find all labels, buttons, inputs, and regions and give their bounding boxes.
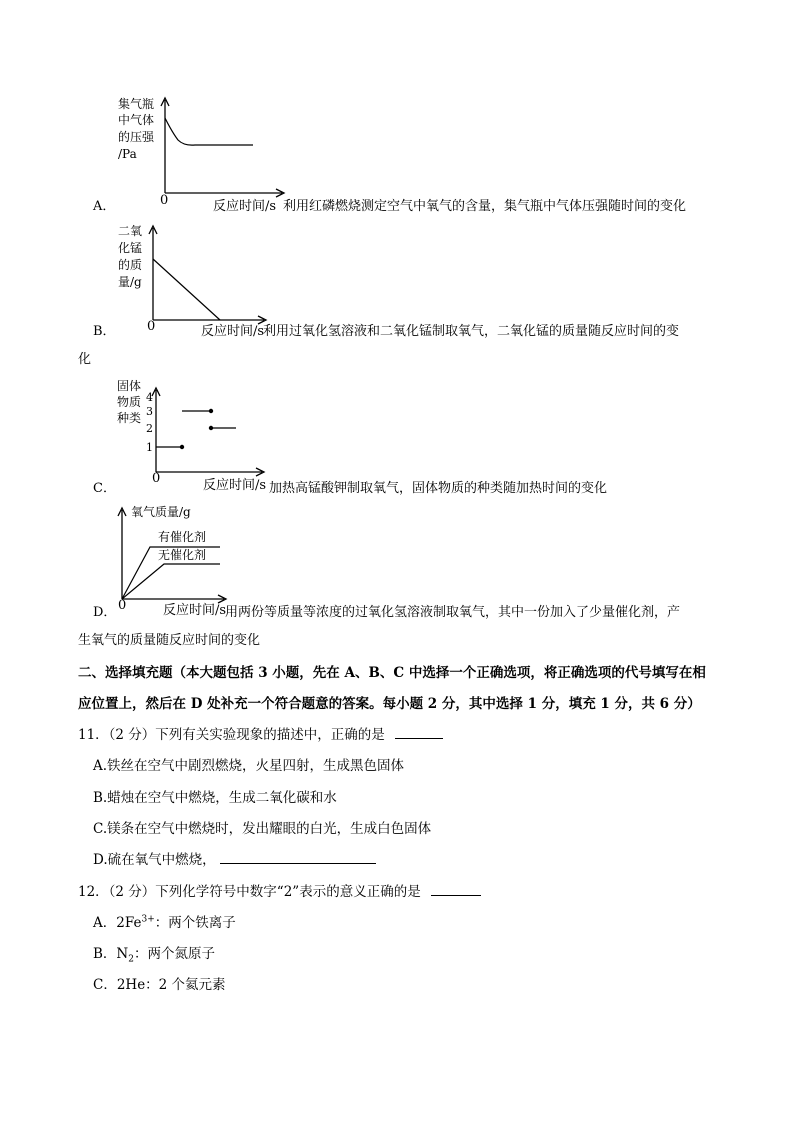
q12-stem [78,883,481,901]
option-b-desc-2: 化 [78,352,92,367]
q11-option-d [93,851,376,869]
ylabel-c-3: 种类 [117,411,142,425]
ylabel-b-2: 化锰 [118,241,143,255]
ytick-c-4: 4 [146,391,153,404]
xlabel-c: 反应时间/s [203,478,267,493]
ylabel-a-1: 集气瓶 [118,97,155,111]
q12-answer-blank[interactable] [431,895,481,896]
q11-stem [78,726,443,744]
ytick-c-1: 1 [146,441,153,454]
section-heading-line-2: 应位置上，然后在 D 处补充一个符合题意的答案。每小题 2 分，其中选择 1 分，填充 1 分，共 6 分） [78,696,701,712]
origin-d: 0 [118,598,127,613]
ylabel-c-2: 物质 [117,395,142,409]
xlabel-d: 反应时间/s [163,603,227,618]
ylabel-b-3: 的质 [118,258,143,272]
ylabel-a-2: 中气体 [118,113,155,127]
legend-catalyst: 有催化剂 [158,530,207,544]
q12-a-pre: A．2Fe [93,915,142,931]
option-c-letter: C． [93,481,116,496]
ylabel-b-4: 量/g [118,275,142,289]
q11-stem-text: 11．（2 分）下列有关实验现象的描述中，正确的是 [78,727,385,743]
ylabel-a-4: /Pa [118,147,137,161]
q12-option-c: C．2He：2 个氦元素 [93,977,226,993]
q12-option-a [93,914,236,932]
q12-b-post: ：两个氮原子 [133,946,215,962]
origin-a: 0 [160,193,169,208]
origin-c: 0 [152,471,161,486]
q11-option-b: B.蜡烛在空气中燃烧，生成二氧化碳和水 [93,790,337,806]
ytick-c-2: 2 [146,422,153,435]
option-b-desc-1: 利用过氧化氢溶液和二氧化锰制取氧气，二氧化锰的质量随反应时间的变 [263,324,680,339]
q11-option-d-text: D.硫在氧气中燃烧， [93,852,216,868]
q12-a-sup: 3+ [141,914,155,925]
q11-answer-blank[interactable] [395,738,443,739]
q12-b-sub: 2 [128,954,134,965]
option-b-letter: B． [93,324,116,339]
origin-b: 0 [147,319,156,334]
option-d-desc-2: 生氧气的质量随反应时间的变化 [78,633,261,648]
ylabel-d: 氧气质量/g [131,505,191,519]
option-d-letter: D． [93,605,117,620]
ylabel-a-3: 的压强 [118,130,155,144]
q12-b-pre: B．N [93,946,129,962]
option-c-desc: 加热高锰酸钾制取氧气，固体物质的种类随加热时间的变化 [269,481,608,496]
q11-option-a: A.铁丝在空气中剧烈燃烧，火星四射，生成黑色固体 [93,758,405,774]
xlabel-b: 反应时间/s [201,324,265,339]
q12-a-post: ：两个铁离子 [154,915,236,931]
legend-no-catalyst: 无催化剂 [158,548,207,562]
no-catalyst-line [122,564,220,599]
q11-fill-blank[interactable] [220,863,376,864]
q11-option-c: C.镁条在空气中燃烧时，发出耀眼的白光，生成白色固体 [93,821,432,837]
section-heading-line-1: 二、选择填充题（本大题包括 3 小题，先在 A、B、C 中选择一个正确选项，将正确选项的代号填写在相 [78,665,706,681]
option-a-letter: A． [93,199,116,214]
ylabel-c-1: 固体 [117,379,142,393]
ytick-c-3: 3 [146,405,153,418]
option-d-desc-1: 用两份等质量等浓度的过氧化氢溶液制取氧气，其中一份加入了少量催化剂，产 [225,605,681,620]
option-a-desc: 利用红磷燃烧测定空气中氧气的含量，集气瓶中气体压强随时间的变化 [283,199,687,214]
q12-stem-text: 12．（2 分）下列化学符号中数字“2”表示的意义正确的是 [78,884,421,900]
ylabel-b-1: 二氧 [118,224,143,238]
q12-option-b [93,945,215,963]
xlabel-a: 反应时间/s [213,199,277,214]
